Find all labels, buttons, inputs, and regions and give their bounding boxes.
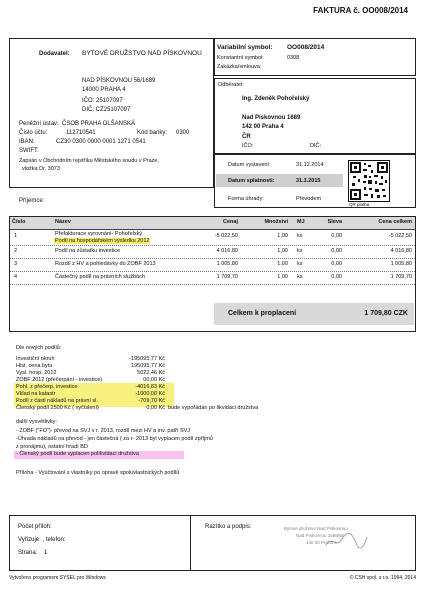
table-row-number: 4 [14,274,18,280]
register-line2: vložka Dr. 3073 [22,166,60,172]
member-share-suffix: bude vypořádán po likvidaci družstva [168,405,259,411]
page-value: 1 [44,550,48,556]
table-row-discount: 0,00 [331,233,342,239]
table-row-total: -5 022,50 [388,233,412,239]
note-value: 0,00 Kč [146,405,165,411]
constant-symbol-value: 0308 [287,55,300,61]
other-note-line: - Členský podíl bude vyplacen políkvidaci družstva [16,451,139,457]
table-row-name: Částečný podíl na právních službách [55,274,145,280]
supplier-name: BYTOVÉ DRUŽSTVO NAD PÍSKOVNOU [82,50,202,57]
total-value: 1 709,80 CZK [364,310,408,317]
note-value: -1000,00 Kč [135,391,165,397]
account-value: 112710541 [66,130,96,136]
supplier-ico: IČO: 25107097 [82,98,123,104]
note-label: ZOBF 2012 (přečerpání - investice) [16,377,103,383]
swift-label: SWIFT: [19,148,39,154]
table-row-unit-price: 4 016,80 [216,248,238,254]
customer-dic-label: DIČ: [310,143,321,149]
supplier-street: NAD PÍSKOVNOU 56/1689 [82,78,156,84]
col-header-name: Název [55,219,71,225]
table-row-unit-price: 1 005,80 [216,261,238,267]
page-label: Strana: [18,550,38,556]
signature-label: Razítko a podpis: [205,524,252,530]
other-note-line: - ZOBF ("FO")- převod na SVJ v r. 2013, rozdíl mezi HV a inv. patří SVJ [16,428,191,434]
table-divider [10,271,415,272]
table-row-unit-price: 1 709,70 [216,274,238,280]
invoice-title: FAKTURA č. OO008/2014 [313,6,408,15]
iban-value: CZ30 0300 0000 0001 1271 0541 [56,139,146,145]
other-note-line: -Úhrada nákladů na převod - jen částečná ( za r- 2013 byl vyplacen podíl zpříjmů [16,436,213,442]
table-row-number: 1 [14,233,18,239]
table-divider [10,284,415,285]
company-stamp: Bytové družstvo Nad Pískovnou Nad Pískovnou 1689/56 140 00 Praha 4 [284,527,374,557]
software-credit-left: Vytvořeno programem SYSEL pro Windows [9,575,106,581]
footer-divider [190,516,191,570]
table-row-quantity: 1,00 [277,261,288,267]
table-row-number: 3 [14,261,18,267]
attachments-count-label: Počet příloh: [18,524,52,530]
customer-label: Odběratel: [218,82,244,88]
table-row-unit: ks [297,274,303,280]
other-notes-heading: další vysvětlivky: [16,419,57,425]
order-label: Zakázka/smlouva: [217,64,262,70]
constant-symbol-label: Konstantní symbol: [217,55,264,61]
notes-heading: Dle nových podílů: [16,345,62,351]
col-header-total: Cena celkem [378,219,412,225]
note-value: 5022,46 Kč [137,370,165,376]
bank-name: ČSOB PRAHA OLŠANSKÁ [62,121,136,127]
other-note-line: z pronájmu), ostatní hradí BD [16,444,88,450]
qr-pattern [349,161,389,201]
customer-city: 142 00 Praha 4 [242,124,284,130]
table-row-quantity: 1,00 [277,274,288,280]
table-row-quantity: 1,00 [277,248,288,254]
note-value: -709,70 Kč [138,398,165,404]
table-row-unit-price: -5 022,50 [214,233,238,239]
table-row-total: 1 005,80 [390,261,412,267]
qr-code [348,160,390,202]
table-row-discount: 0,00 [331,261,342,267]
note-value: 195095,77 Kč [131,363,165,369]
variable-symbol-value: OO008/2014 [287,44,325,51]
note-label: Hist. cena bytu [16,363,53,369]
note-label: Pohl. z přečerp. investice [16,384,78,390]
bank-code-label: Kód banky: [137,130,168,136]
col-header-unit: MJ [297,219,305,225]
note-label: Vysl. hosp. 2012 [16,370,57,376]
signature-scribble [324,531,369,551]
issued-value: 31.12.2014 [296,162,324,168]
register-line1: Zapsán v Obchodním rejstříku Městského soudu v Praze, [19,158,160,164]
table-row-total: 4 016,80 [390,248,412,254]
software-credit-right: © CSH spol. s r.o. 1994, 2014 [349,575,416,581]
note-value: -195095,77 Kč [129,356,165,362]
recipient-label: Příjemce: [19,198,45,204]
table-divider [10,245,415,246]
bank-label: Peněžní ústav: [19,121,59,127]
customer-ico-label: IČO: [242,143,254,149]
table-row-quantity: 1,00 [277,233,288,239]
due-label: Datum splatnosti: [228,178,275,184]
col-header-unit-price: Cenaj [223,219,238,225]
attachment-note: Příloha - Vyúčtování s vlastníky po opravě spoluvlastnických podílů [16,470,180,476]
col-header-number: Číslo [12,219,26,225]
qr-caption: QR platba [349,202,370,207]
col-header-discount: Sleva [327,219,342,225]
total-label: Celkem k proplacení [228,310,297,317]
table-row-unit: ks [297,233,303,239]
iban-label: IBAN: [19,139,35,145]
table-row-note: Podíl na hospodářském výsledku 2012 [55,238,150,244]
account-label: Číslo účtu: [19,130,48,136]
issued-label: Datum vystavení: [228,162,271,168]
table-row-unit: ks [297,261,303,267]
note-value: 00,00 Kč [143,377,165,383]
table-row-discount: 0,00 [331,248,342,254]
supplier-dic: DIČ: CZ25107097 [82,107,131,113]
customer-street: Nad Pískovnou 1689 [242,115,301,121]
supplier-city: 14000 PRAHA 4 [82,87,126,93]
table-divider [10,229,415,230]
customer-country: ČR [242,134,251,140]
supplier-label: Dodavatel: [39,51,70,57]
table-divider [10,258,415,259]
note-label: Investiční okruh [16,356,55,362]
due-value: 31.3.2015 [296,178,321,184]
note-label: Členský podíl 2500 Kč ( vyčíslení) [16,405,99,411]
payment-label: Forma úhrady: [228,196,264,202]
bank-code-value: 0300 [176,130,190,136]
note-label: Vklad na katastr [16,391,56,397]
table-row-name: Přefakturace vyrovnání- Pohořelský [55,231,143,237]
table-row-name: Podíl na zůstatku investice [55,248,121,254]
issued-by-label: Vyřizuje: , telefon: [18,537,66,543]
table-row-total: 1 709,70 [390,274,412,280]
table-row-discount: 0,00 [331,274,342,280]
table-row-number: 2 [14,248,18,254]
table-row-name: Rozdíl z HV a pohledávky do ZOBF 2013 [55,261,156,267]
table-row-unit: ks [297,248,303,254]
customer-name: Ing. Zdeněk Pohořelský [242,96,310,102]
variable-symbol-label: Variabilní symbol: [217,44,273,51]
payment-value: Převodem [296,196,322,202]
note-value: -4016,83 Kč [135,384,165,390]
col-header-quantity: Množství [264,219,288,225]
note-label: Podíl z části nákladů na právní sl. [16,398,98,404]
